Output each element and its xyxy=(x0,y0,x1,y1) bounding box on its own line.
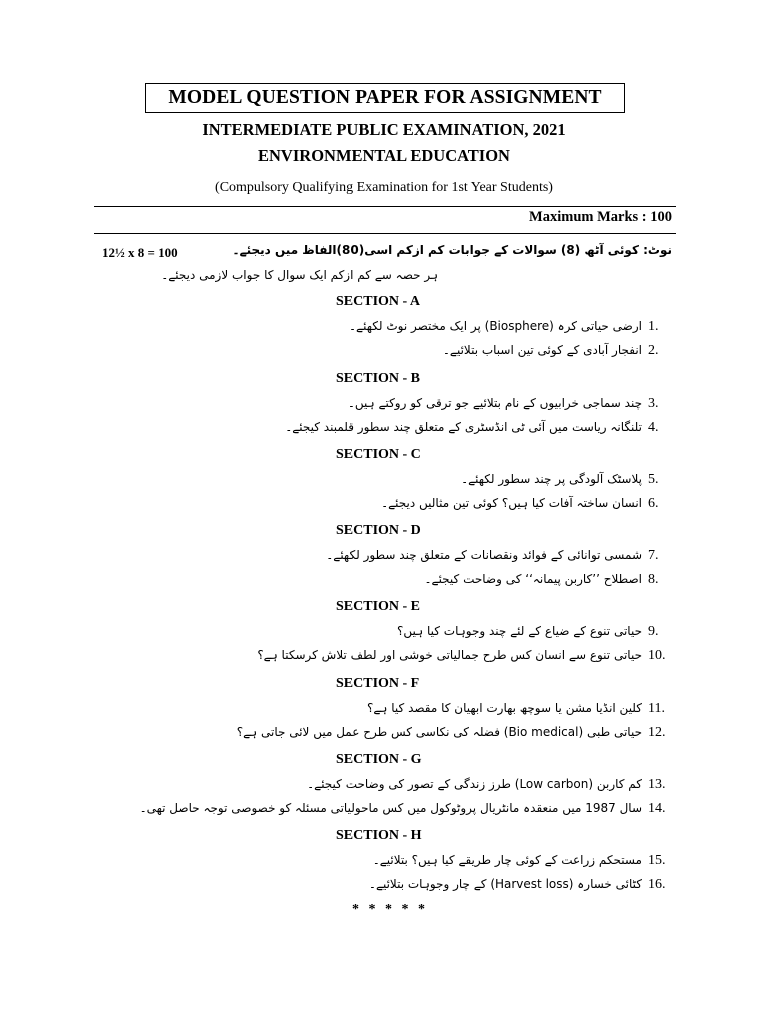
question-text: ارضی حیاتی کرہ (Biosphere) پر ایک مختصر نوٹ لکھئے۔ xyxy=(349,319,642,333)
question-text: کٹائی خسارہ (Harvest loss) کے چار وجوہات بتلائیے۔ xyxy=(368,877,642,891)
section-heading: SECTION - A xyxy=(336,294,421,309)
question-row xyxy=(461,472,674,488)
instruction-line-2: ہر حصہ سے کم ازکم ایک سوال کا جواب لازمی دیجئے۔ xyxy=(161,268,438,282)
question-text: انفجار آبادی کے کوئی تین اسباب بتلائیے۔ xyxy=(442,343,642,357)
question-row xyxy=(367,701,674,717)
question-text: پلاسٹک آلودگی پر چند سطور لکھئے۔ xyxy=(461,472,642,486)
question-number: 3. xyxy=(648,396,659,411)
question-text: مستحکم زراعت کے کوئی چار طریقے کیا ہیں؟ بتلائیے۔ xyxy=(372,853,642,867)
question-text: حیاتی تنوع کے ضیاع کے لئے چند وجوہات کیا ہیں؟ xyxy=(397,624,642,638)
question-number: 8. xyxy=(648,572,659,587)
question-number: 5. xyxy=(648,472,659,487)
exam-note: (Compulsory Qualifying Examination for 1st Year Students) xyxy=(215,180,553,195)
question-row xyxy=(140,801,674,817)
question-row xyxy=(237,725,674,741)
question-number: 7. xyxy=(648,548,659,563)
question-number: 15. xyxy=(648,853,666,868)
question-text: انسان ساختہ آفات کیا ہیں؟ کوئی تین مثالیں دیجئے۔ xyxy=(381,496,642,510)
section-heading: SECTION - H xyxy=(336,828,422,843)
subject-name: ENVIRONMENTAL EDUCATION xyxy=(258,146,510,165)
section-heading: SECTION - F xyxy=(336,676,420,691)
question-row xyxy=(369,877,674,893)
question-number: 1. xyxy=(648,319,659,334)
question-number: 10. xyxy=(648,648,666,663)
question-text: حیاتی طبی (Bio medical) فضلہ کی نکاسی کس طرح عمل میں لائی جاتی ہے؟ xyxy=(236,725,642,739)
question-number: 2. xyxy=(648,343,659,358)
question-text: شمسی توانائی کے فوائد ونقصانات کے متعلق چند سطور لکھئے۔ xyxy=(326,548,642,562)
bottom-divider xyxy=(94,233,676,234)
question-row xyxy=(373,853,674,869)
question-row xyxy=(326,548,674,564)
question-number: 13. xyxy=(648,777,666,792)
question-number: 12. xyxy=(648,725,666,740)
question-row xyxy=(381,496,674,512)
instruction-line-1: نوٹ: کوئی آٹھ (8) سوالات کے جوابات کم ازکم اسی(80)الفاظ میں دیجئے۔ xyxy=(232,243,672,257)
section-heading: SECTION - E xyxy=(336,599,421,614)
question-row xyxy=(257,648,674,664)
section-heading: SECTION - C xyxy=(336,447,421,462)
exam-name: INTERMEDIATE PUBLIC EXAMINATION, 2021 xyxy=(202,120,566,139)
question-number: 6. xyxy=(648,496,659,511)
question-row xyxy=(307,777,674,793)
question-text: تلنگانہ ریاست میں آئی ٹی انڈسٹری کے متعلق چند سطور قلمبند کیجئے۔ xyxy=(285,420,642,434)
end-marker: * * * * * xyxy=(352,902,428,917)
question-row xyxy=(349,319,674,335)
section-heading: SECTION - D xyxy=(336,523,421,538)
question-row xyxy=(425,572,675,588)
question-row xyxy=(397,624,674,640)
max-marks: Maximum Marks : 100 xyxy=(529,209,672,225)
top-divider xyxy=(94,206,676,207)
question-text: سال 1987 میں منعقدہ مانٹریال پروٹوکول میں کس ماحولیاتی مسئلہ کو خصوصی توجہ حاصل تھی۔ xyxy=(139,801,642,815)
question-text: چند سماجی خرابیوں کے نام بتلائیے جو ترقی کو روکتے ہیں۔ xyxy=(347,396,642,410)
question-number: 16. xyxy=(648,877,666,892)
question-row xyxy=(285,420,674,436)
section-heading: SECTION - B xyxy=(336,371,421,386)
question-text: اصطلاح ’’کاربن پیمانہ‘‘ کی وضاحت کیجئے۔ xyxy=(424,572,642,586)
question-text: کم کاربن (Low carbon) طرز زندگی کے تصور کی وضاحت کیجئے۔ xyxy=(307,777,642,791)
question-number: 14. xyxy=(648,801,666,816)
marks-formula: 12½ x 8 = 100 xyxy=(102,245,178,260)
section-heading: SECTION - G xyxy=(336,752,422,767)
question-row xyxy=(443,343,674,359)
question-number: 4. xyxy=(648,420,659,435)
question-row xyxy=(348,396,674,412)
question-text: حیاتی تنوع سے انسان کس طرح جمالیاتی خوشی اور لطف تلاش کرسکتا ہے؟ xyxy=(257,648,642,662)
paper-title: MODEL QUESTION PAPER FOR ASSIGNMENT xyxy=(145,83,625,113)
question-number: 11. xyxy=(648,701,665,716)
question-number: 9. xyxy=(648,624,659,639)
question-text: کلین انڈیا مشن یا سوچھ بھارت ابھیان کا مقصد کیا ہے؟ xyxy=(367,701,642,715)
